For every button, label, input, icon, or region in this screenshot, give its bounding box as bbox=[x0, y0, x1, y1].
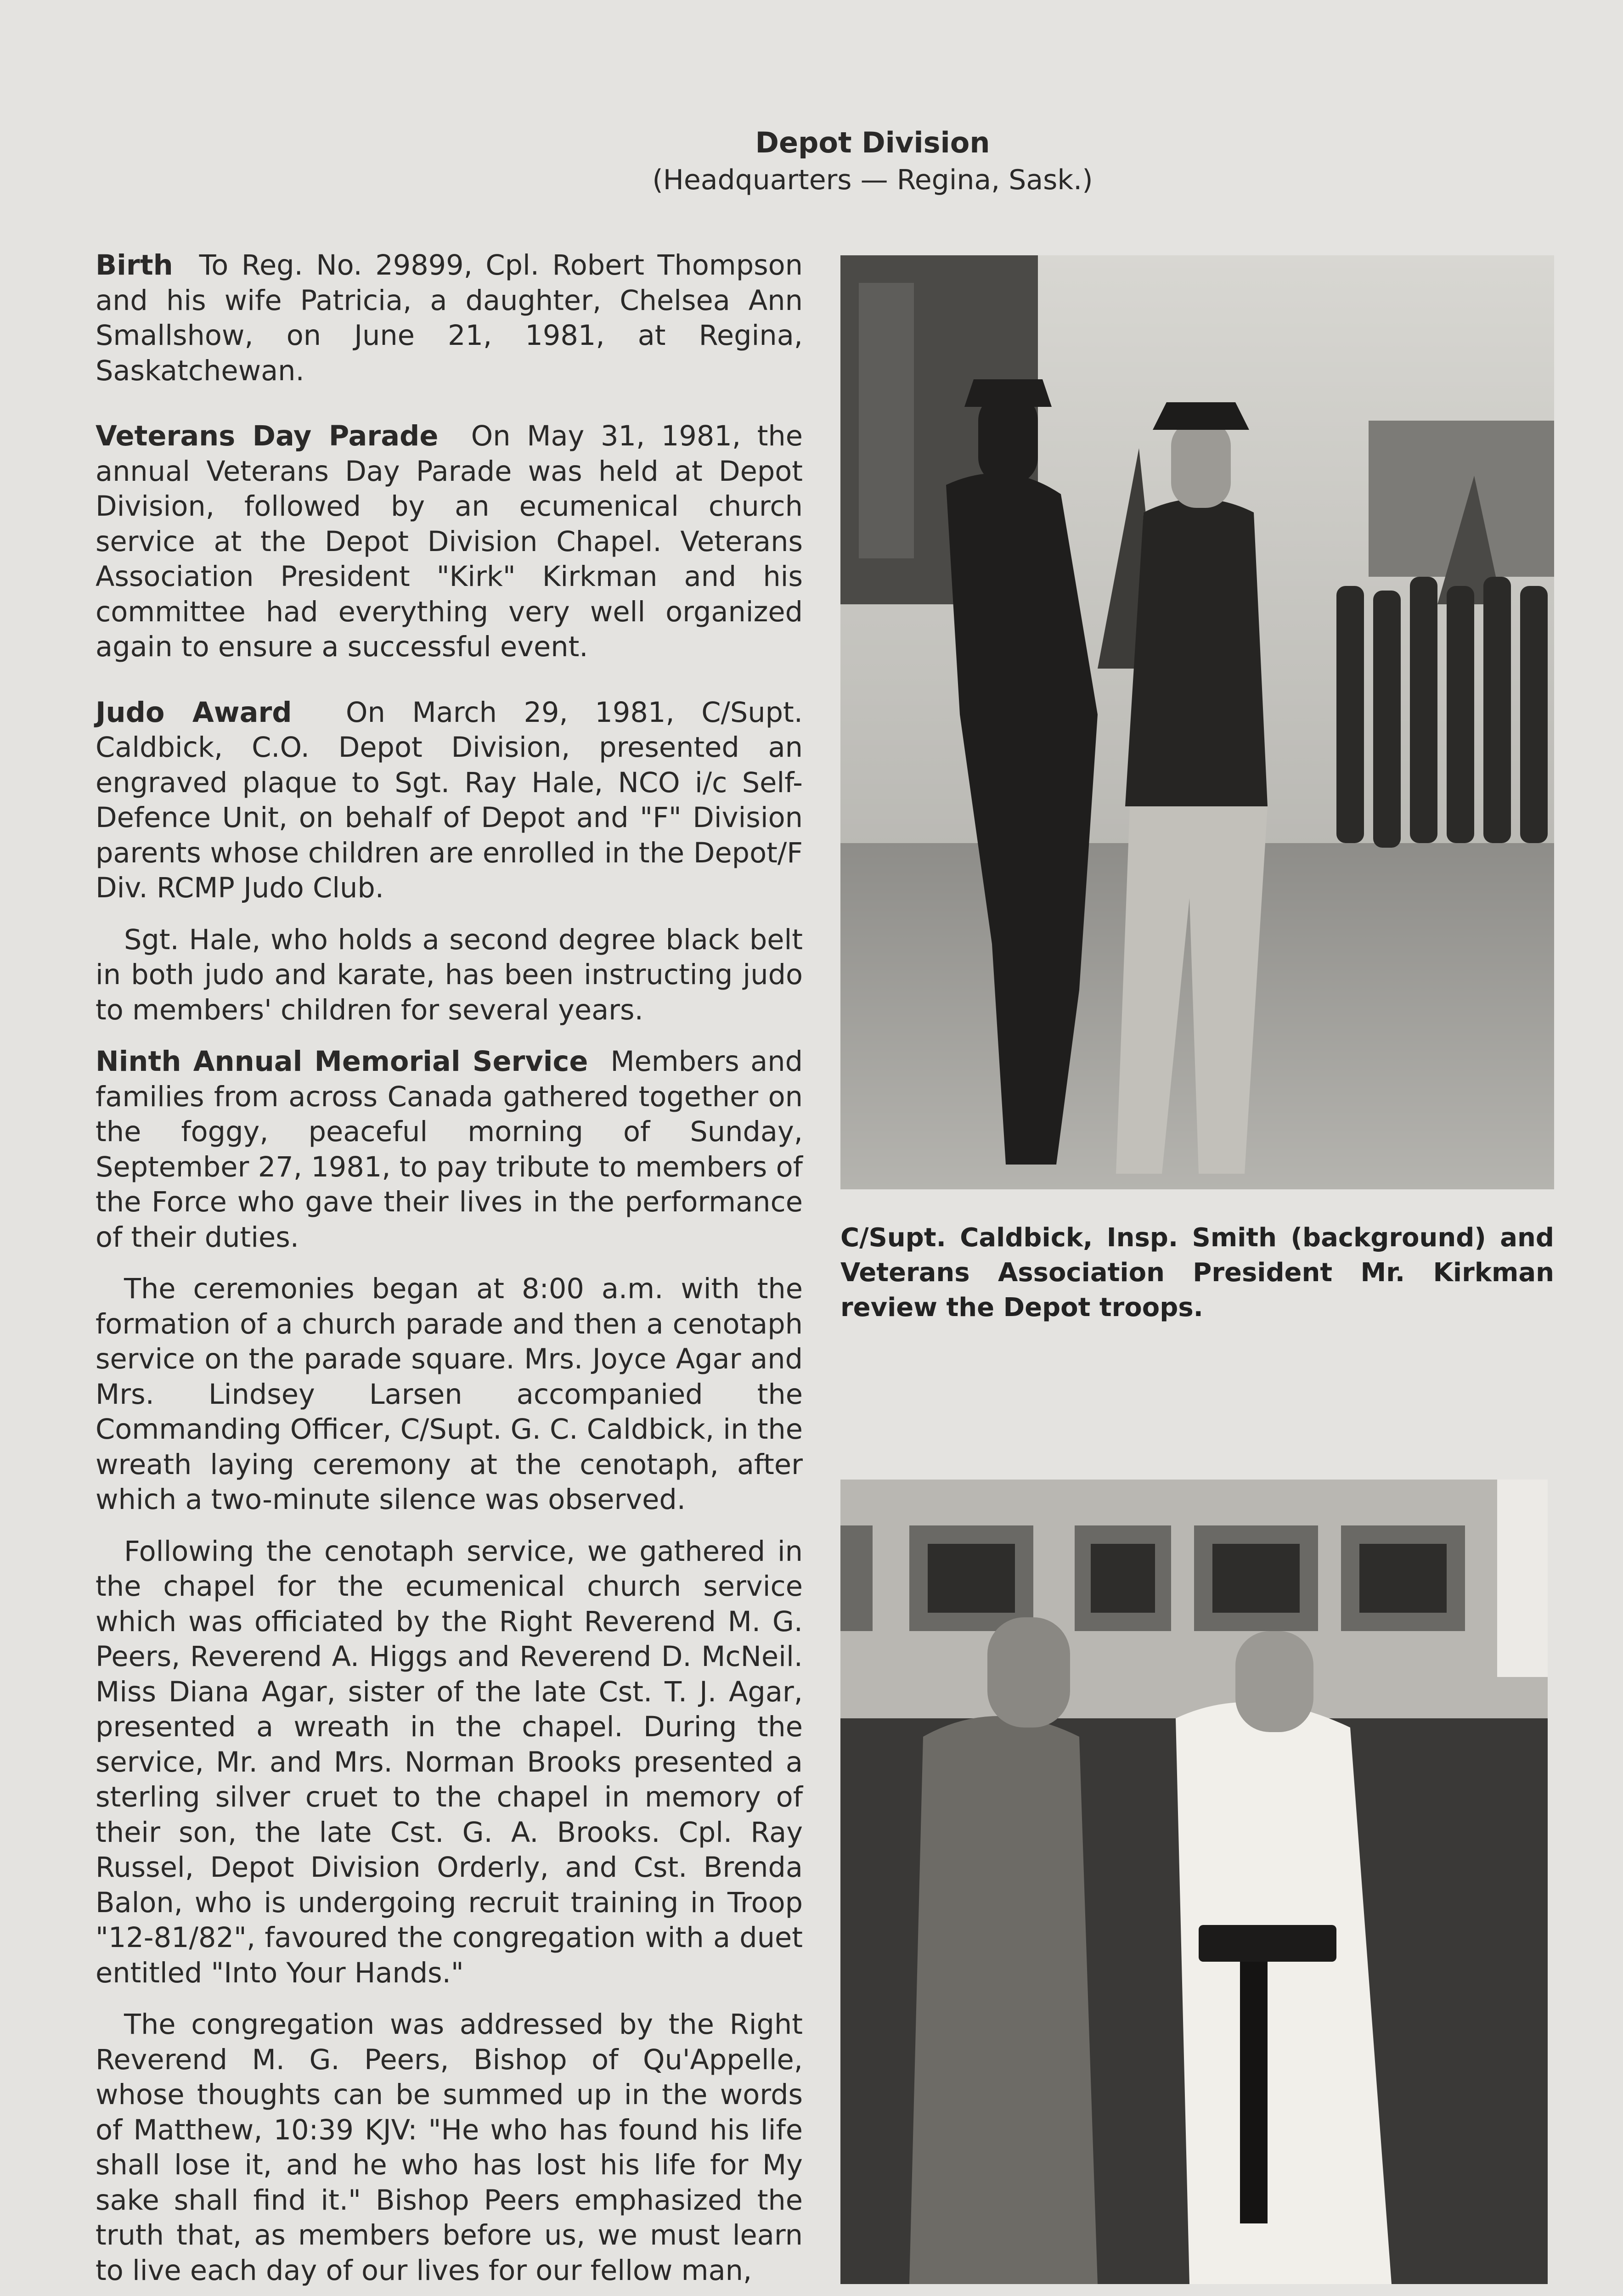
parade-photo bbox=[840, 255, 1554, 1189]
memorial-paragraph-3: Following the cenotaph service, we gathered in the chapel for the ecumenical church service which was officiated by the Right Reverend M. G. Peers, Reverend A. Higgs and Reverend D. McNeil. Miss Diana Agar, sister of the late Cst. T. J. Agar, presented a wreath in the chapel. During the service, Mr. and Mrs. Norman Brooks presented a sterling silver cruet to the chapel in memory of their son, the late Cst. G. A. Brooks. Cpl. Ray Russel, Depot Division Orderly, and Cst. Brenda Balon, who is undergoing recruit training in Troop "12-81/82", favoured the congregation with a duet entitled "Into Your Hands." bbox=[96, 1535, 803, 1989]
memorial-paragraph-4: The congregation was addressed by the Right Reverend M. G. Peers, Bishop of Qu'Appelle, whose thoughts can be summed up in the words of Matthew, 10:39 KJV: "He who has found his life shall lose it, and he who has lost his life for My sake shall find it." Bishop Peers emphasized the truth that, as members before us, we must learn to live each day of our lives for our fellow man, bbox=[96, 2009, 803, 2287]
veterans-paragraph bbox=[96, 419, 803, 665]
parade-scene-image bbox=[840, 255, 1554, 1189]
veterans-heading: Veterans Day Parade bbox=[96, 420, 439, 452]
section-subtitle: (Headquarters — Regina, Sask.) bbox=[652, 164, 1093, 196]
judo-paragraph-2: Sgt. Hale, who holds a second degree black belt in both judo and karate, has been instructing judo to members' children for several years. bbox=[96, 923, 803, 1026]
veterans-text: On May 31, 1981, the annual Veterans Day Parade was held at Depot Division, followed by an ecumenical church service at the Depot Division Chapel. Veterans Association President "Kirk" Kirkman and his committee had everything very well organized again to ensure a successful event. bbox=[96, 420, 803, 663]
section-title: Depot Division bbox=[755, 126, 990, 159]
birth-text: To Reg. No. 29899, Cpl. Robert Thompson and his wife Patricia, a daughter, Chelsea Ann Smallshow, on June 21, 1981, at Regina, Saskatchewan. bbox=[96, 249, 803, 387]
judo-paragraph bbox=[96, 695, 803, 906]
plaque-presentation-image bbox=[840, 1480, 1548, 2284]
text-column bbox=[96, 248, 803, 2288]
memorial-paragraph-2: The ceremonies began at 8:00 a.m. with the formation of a church parade and then a cenotaph service on the parade square. Mrs. Joyce Agar and Mrs. Lindsey Larsen accompanied the Commanding Officer, C/Supt. G. C. Caldbick, in the wreath laying ceremony at the cenotaph, after which a two-minute silence was observed. bbox=[96, 1273, 803, 1516]
memorial-text: Members and families from across Canada gathered together on the foggy, peaceful morning of Sunday, September 27, 1981, to pay tribute to members of the Force who gave their lives in the performance of their duties. bbox=[96, 1046, 803, 1254]
memorial-paragraph bbox=[96, 1044, 803, 1255]
judo-photo bbox=[840, 1480, 1548, 2284]
judo-text: On March 29, 1981, C/Supt. Caldbick, C.O. Depot Division, presented an engraved plaque to Sgt. Ray Hale, NCO i/c Self-Defence Unit, on behalf of Depot and "F" Division parents whose children are enrolled in the Depot/F Div. RCMP Judo Club. bbox=[96, 696, 803, 904]
parade-caption: C/Supt. Caldbick, Insp. Smith (background) and Veterans Association President Mr. Kirkman review the Depot troops. bbox=[840, 1223, 1554, 1322]
birth-heading: Birth bbox=[96, 249, 173, 281]
birth-paragraph bbox=[96, 248, 803, 388]
section-header bbox=[459, 124, 1286, 198]
memorial-heading: Ninth Annual Memorial Service bbox=[96, 1046, 588, 1078]
judo-heading: Judo Award bbox=[96, 696, 292, 729]
